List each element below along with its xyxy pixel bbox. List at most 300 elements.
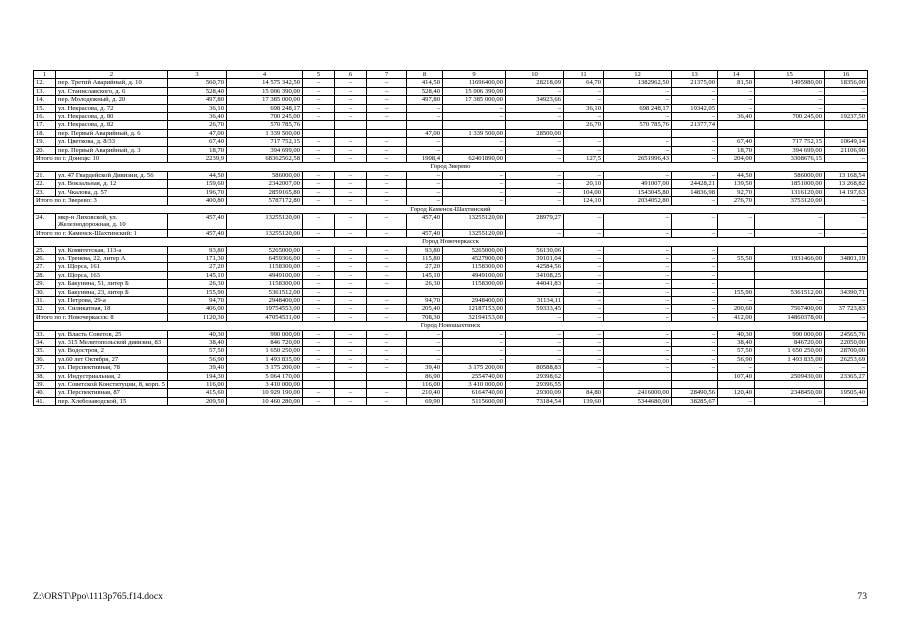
table-cell: – bbox=[604, 313, 672, 321]
table-cell: – bbox=[604, 254, 672, 262]
table-cell: – bbox=[443, 104, 506, 112]
table-cell: – bbox=[672, 339, 718, 347]
table-cell: – bbox=[443, 339, 506, 347]
table-row bbox=[34, 280, 868, 288]
table-cell: – bbox=[825, 364, 868, 372]
table-cell: – bbox=[335, 288, 367, 296]
table-cell: 2034052,80 bbox=[604, 197, 672, 205]
table-cell: 5115600,00 bbox=[443, 397, 506, 405]
table-cell: 19342,05 bbox=[672, 104, 718, 112]
table-cell: – bbox=[564, 355, 604, 363]
table-cell: 457,40 bbox=[407, 229, 443, 237]
city-name: Город Каменск-Шахтинский bbox=[34, 205, 868, 213]
address-cell: ул. Некрасова, д. 82 bbox=[56, 121, 168, 129]
table-row bbox=[34, 397, 868, 405]
table-cell: – bbox=[443, 188, 506, 196]
table-cell bbox=[825, 121, 868, 129]
table-cell: – bbox=[604, 263, 672, 271]
address-cell: ул.60 лет Октября, 27 bbox=[56, 355, 168, 363]
table-cell: 586000,00 bbox=[227, 171, 303, 179]
column-number-header: 12 bbox=[604, 71, 672, 79]
table-cell: 1158300,00 bbox=[443, 280, 506, 288]
table-cell: – bbox=[672, 96, 718, 104]
table-cell: 1 339 500,00 bbox=[227, 129, 303, 137]
table-cell: – bbox=[604, 271, 672, 279]
table-cell: 570 785,76 bbox=[227, 121, 303, 129]
table-cell: 1 650 250,00 bbox=[755, 347, 825, 355]
table-cell: 31134,11 bbox=[506, 296, 564, 304]
table-cell: 139,60 bbox=[564, 397, 604, 405]
table-cell: 34801,19 bbox=[825, 254, 868, 262]
table-cell: – bbox=[367, 347, 407, 355]
table-cell: 18,70 bbox=[718, 146, 755, 154]
row-number: 21. bbox=[34, 171, 56, 179]
table-cell: – bbox=[335, 271, 367, 279]
table-cell: 27,20 bbox=[407, 263, 443, 271]
table-cell: – bbox=[367, 339, 407, 347]
table-cell: 1158300,00 bbox=[443, 263, 506, 271]
table-cell bbox=[718, 280, 755, 288]
table-cell: – bbox=[672, 280, 718, 288]
table-cell: 93,80 bbox=[168, 246, 227, 254]
table-cell: – bbox=[335, 146, 367, 154]
table-cell bbox=[335, 129, 367, 137]
table-cell: – bbox=[303, 155, 335, 163]
table-cell: 698 248,17 bbox=[604, 104, 672, 112]
table-cell: 124,10 bbox=[564, 197, 604, 205]
table-cell: – bbox=[825, 87, 868, 95]
table-cell: – bbox=[506, 87, 564, 95]
table-cell bbox=[755, 129, 825, 137]
city-section-row bbox=[34, 163, 868, 171]
table-cell: – bbox=[335, 313, 367, 321]
table-cell: – bbox=[718, 229, 755, 237]
table-cell: 1495980,00 bbox=[755, 79, 825, 87]
table-cell: 1 493 835,00 bbox=[755, 355, 825, 363]
table-cell bbox=[825, 280, 868, 288]
table-header-row bbox=[34, 71, 868, 79]
table-cell: 84,80 bbox=[564, 389, 604, 397]
table-cell: – bbox=[367, 246, 407, 254]
table-cell: – bbox=[335, 104, 367, 112]
table-cell: – bbox=[672, 87, 718, 95]
table-row bbox=[34, 79, 868, 87]
table-cell: 3 175 200,00 bbox=[227, 364, 303, 372]
table-cell: 5265000,00 bbox=[443, 246, 506, 254]
table-row bbox=[34, 188, 868, 196]
table-cell: – bbox=[303, 280, 335, 288]
table-cell bbox=[303, 121, 335, 129]
table-cell: 205,40 bbox=[407, 305, 443, 313]
table-cell: 14 575 342,50 bbox=[227, 79, 303, 87]
subtotal-label: Итого по г. Зверево: 3 bbox=[34, 197, 168, 205]
table-cell: 6459366,00 bbox=[227, 254, 303, 262]
table-cell: – bbox=[367, 389, 407, 397]
table-cell: – bbox=[335, 305, 367, 313]
table-row bbox=[34, 347, 868, 355]
table-cell: 171,30 bbox=[168, 254, 227, 262]
table-cell: 36,40 bbox=[168, 113, 227, 121]
table-cell: 717 752,15 bbox=[227, 138, 303, 146]
table-cell: 22050,00 bbox=[825, 339, 868, 347]
table-cell: – bbox=[367, 180, 407, 188]
table-cell: – bbox=[825, 197, 868, 205]
table-cell: 86,90 bbox=[407, 372, 443, 380]
table-cell: – bbox=[506, 339, 564, 347]
table-row bbox=[34, 104, 868, 112]
table-cell: 1158300,00 bbox=[227, 263, 303, 271]
table-cell: – bbox=[506, 330, 564, 338]
table-cell bbox=[755, 280, 825, 288]
row-number: 30. bbox=[34, 288, 56, 296]
table-cell: 24565,76 bbox=[825, 330, 868, 338]
row-number: 13. bbox=[34, 87, 56, 95]
table-cell bbox=[443, 288, 506, 296]
table-cell: – bbox=[407, 330, 443, 338]
column-number-header: 13 bbox=[672, 71, 718, 79]
table-cell bbox=[825, 263, 868, 271]
table-cell: 39101,04 bbox=[506, 254, 564, 262]
table-cell: 3753120,00 bbox=[755, 197, 825, 205]
table-cell bbox=[506, 121, 564, 129]
row-number: 19. bbox=[34, 138, 56, 146]
row-number: 35. bbox=[34, 347, 56, 355]
table-cell: 29396,55 bbox=[506, 381, 564, 389]
table-cell: 10 460 280,00 bbox=[227, 397, 303, 405]
table-cell: – bbox=[367, 146, 407, 154]
table-cell: – bbox=[443, 180, 506, 188]
table-cell: – bbox=[407, 146, 443, 154]
table-cell: – bbox=[367, 271, 407, 279]
table-cell: 26,30 bbox=[168, 280, 227, 288]
table-cell: 4949100,00 bbox=[443, 271, 506, 279]
subtotal-label: Итого по г. Донецк: 10 bbox=[34, 155, 168, 163]
table-cell: 2348450,00 bbox=[755, 389, 825, 397]
table-cell: – bbox=[367, 96, 407, 104]
table-cell: 717 752,15 bbox=[755, 138, 825, 146]
table-cell: 59333,45 bbox=[506, 305, 564, 313]
table-cell bbox=[335, 372, 367, 380]
table-cell: 47054531,00 bbox=[227, 313, 303, 321]
subtotal-label: Итого по г. Каменск-Шахтинский: 1 bbox=[34, 229, 168, 237]
table-cell: – bbox=[367, 254, 407, 262]
table-cell: 5344680,00 bbox=[604, 397, 672, 405]
table-cell: 5361512,00 bbox=[755, 288, 825, 296]
row-number: 36. bbox=[34, 355, 56, 363]
table-cell: 36,10 bbox=[168, 104, 227, 112]
table-cell: – bbox=[672, 155, 718, 163]
address-cell: ул. Силикатная, 18 bbox=[56, 305, 168, 313]
table-cell: – bbox=[303, 79, 335, 87]
table-cell: 38,40 bbox=[168, 339, 227, 347]
table-cell: 38285,67 bbox=[672, 397, 718, 405]
table-cell: – bbox=[303, 188, 335, 196]
table-cell: 700 245,00 bbox=[227, 113, 303, 121]
table-cell bbox=[564, 381, 604, 389]
table-cell: 55,50 bbox=[718, 254, 755, 262]
table-cell: – bbox=[755, 104, 825, 112]
table-cell: – bbox=[672, 171, 718, 179]
table-cell: 116,00 bbox=[168, 381, 227, 389]
column-number-header: 5 bbox=[303, 71, 335, 79]
table-cell: 29300,09 bbox=[506, 389, 564, 397]
housing-data-table bbox=[33, 70, 868, 406]
table-cell: 18356,00 bbox=[825, 79, 868, 87]
table-cell: – bbox=[672, 146, 718, 154]
address-cell: ул. 315 Мелитопольской дивизии, 83 bbox=[56, 339, 168, 347]
table-row bbox=[34, 171, 868, 179]
table-cell: – bbox=[718, 87, 755, 95]
table-cell bbox=[825, 271, 868, 279]
column-number-header: 6 bbox=[335, 71, 367, 79]
subtotal-label: Итого по г. Новочеркасск: 8 bbox=[34, 313, 168, 321]
table-cell: 1158300,00 bbox=[227, 280, 303, 288]
address-cell: ул. Петрова, 29-а bbox=[56, 296, 168, 304]
address-cell: ул. Некрасова, д. 72 bbox=[56, 104, 168, 112]
table-cell: 990 000,00 bbox=[227, 330, 303, 338]
table-cell: 5265000,00 bbox=[227, 246, 303, 254]
table-cell: – bbox=[367, 155, 407, 163]
table-cell: 6164740,00 bbox=[443, 389, 506, 397]
address-cell: ул. Вокзальная, д. 12 bbox=[56, 180, 168, 188]
table-row bbox=[34, 288, 868, 296]
table-cell: – bbox=[672, 246, 718, 254]
table-cell: – bbox=[718, 213, 755, 229]
table-cell: 28218,09 bbox=[506, 79, 564, 87]
table-cell: 708,30 bbox=[407, 313, 443, 321]
table-cell: – bbox=[367, 364, 407, 372]
table-cell: 528,40 bbox=[168, 87, 227, 95]
table-cell: 56130,06 bbox=[506, 246, 564, 254]
table-cell: – bbox=[604, 113, 672, 121]
table-cell: – bbox=[303, 113, 335, 121]
table-cell: – bbox=[506, 104, 564, 112]
table-cell: – bbox=[604, 280, 672, 288]
table-cell: – bbox=[303, 263, 335, 271]
table-cell: 14836,98 bbox=[672, 188, 718, 196]
table-cell: – bbox=[564, 96, 604, 104]
table-cell: 47,00 bbox=[407, 129, 443, 137]
table-row bbox=[34, 96, 868, 104]
table-cell bbox=[367, 381, 407, 389]
table-cell: 528,40 bbox=[407, 87, 443, 95]
table-cell: 94,70 bbox=[407, 296, 443, 304]
row-number: 16. bbox=[34, 113, 56, 121]
table-row bbox=[34, 364, 868, 372]
table-cell: – bbox=[303, 171, 335, 179]
table-cell bbox=[672, 381, 718, 389]
table-cell: 57,50 bbox=[718, 347, 755, 355]
table-cell: 990 000,00 bbox=[755, 330, 825, 338]
footer-page-number: 73 bbox=[857, 591, 867, 602]
table-cell: – bbox=[303, 296, 335, 304]
table-cell: – bbox=[564, 87, 604, 95]
table-cell: 560,70 bbox=[168, 79, 227, 87]
table-cell: – bbox=[755, 296, 825, 304]
table-cell: – bbox=[718, 104, 755, 112]
table-cell: – bbox=[564, 347, 604, 355]
table-cell: 17 385 000,00 bbox=[443, 96, 506, 104]
table-row bbox=[34, 246, 868, 254]
table-cell: – bbox=[335, 87, 367, 95]
table-cell bbox=[718, 246, 755, 254]
table-cell: 116,00 bbox=[407, 381, 443, 389]
table-cell: 457,40 bbox=[168, 229, 227, 237]
row-number: 34. bbox=[34, 339, 56, 347]
table-cell: – bbox=[335, 197, 367, 205]
table-cell bbox=[407, 288, 443, 296]
table-cell: – bbox=[718, 96, 755, 104]
address-cell: ул. Власть Советов, 25 bbox=[56, 330, 168, 338]
table-cell: – bbox=[604, 138, 672, 146]
row-number: 12. bbox=[34, 79, 56, 87]
table-cell: – bbox=[564, 364, 604, 372]
table-cell: 10649,14 bbox=[825, 138, 868, 146]
table-cell: – bbox=[672, 138, 718, 146]
table-cell: – bbox=[564, 313, 604, 321]
table-cell: 37 723,83 bbox=[825, 305, 868, 313]
table-cell: 26,70 bbox=[564, 121, 604, 129]
table-cell: 68362562,58 bbox=[227, 155, 303, 163]
table-cell: – bbox=[407, 104, 443, 112]
table-cell: – bbox=[672, 330, 718, 338]
table-cell bbox=[506, 288, 564, 296]
table-cell: – bbox=[335, 113, 367, 121]
table-cell: – bbox=[303, 180, 335, 188]
table-row bbox=[34, 180, 868, 188]
table-cell: – bbox=[672, 347, 718, 355]
table-cell: 21375,00 bbox=[672, 79, 718, 87]
table-cell bbox=[335, 121, 367, 129]
table-cell: – bbox=[604, 296, 672, 304]
table-cell: 497,80 bbox=[168, 96, 227, 104]
table-cell: 92,70 bbox=[718, 188, 755, 196]
table-cell bbox=[672, 129, 718, 137]
table-cell: – bbox=[564, 146, 604, 154]
table-cell: 2509430,00 bbox=[755, 372, 825, 380]
table-cell: 29398,62 bbox=[506, 372, 564, 380]
row-number: 32. bbox=[34, 305, 56, 313]
table-cell: 19754553,00 bbox=[227, 305, 303, 313]
address-cell: ул. Тренева, 22, литер А bbox=[56, 254, 168, 262]
table-cell: – bbox=[506, 355, 564, 363]
table-cell: 40,30 bbox=[168, 330, 227, 338]
table-cell: 67,40 bbox=[718, 138, 755, 146]
table-cell: 394 699,00 bbox=[227, 146, 303, 154]
table-row bbox=[34, 355, 868, 363]
table-cell: – bbox=[303, 96, 335, 104]
table-cell: – bbox=[335, 171, 367, 179]
table-cell bbox=[335, 381, 367, 389]
row-number: 22. bbox=[34, 180, 56, 188]
table-cell: 127,5 bbox=[564, 155, 604, 163]
table-cell: – bbox=[604, 347, 672, 355]
table-cell bbox=[672, 372, 718, 380]
table-cell bbox=[367, 288, 407, 296]
table-cell: – bbox=[755, 213, 825, 229]
table-cell bbox=[564, 129, 604, 137]
table-row bbox=[34, 330, 868, 338]
table-row bbox=[34, 372, 868, 380]
table-cell: – bbox=[604, 364, 672, 372]
table-cell: 44041,83 bbox=[506, 280, 564, 288]
table-cell: 846720,00 bbox=[755, 339, 825, 347]
table-cell: – bbox=[303, 104, 335, 112]
row-number: 26. bbox=[34, 254, 56, 262]
table-cell: 1851000,00 bbox=[755, 180, 825, 188]
table-cell: 19237,50 bbox=[825, 113, 868, 121]
table-cell: 26253,69 bbox=[825, 355, 868, 363]
table-row bbox=[34, 146, 868, 154]
table-cell: 155,90 bbox=[718, 288, 755, 296]
row-number: 40. bbox=[34, 389, 56, 397]
table-cell: – bbox=[367, 296, 407, 304]
table-cell: – bbox=[564, 113, 604, 121]
table-cell: – bbox=[367, 188, 407, 196]
table-cell: – bbox=[303, 330, 335, 338]
address-cell: ул. Станиславского, д. 6 bbox=[56, 87, 168, 95]
table-cell: – bbox=[335, 229, 367, 237]
table-cell: – bbox=[604, 96, 672, 104]
table-cell: 1908,4 bbox=[407, 155, 443, 163]
table-cell: – bbox=[303, 87, 335, 95]
table-cell: 28500,00 bbox=[506, 129, 564, 137]
table-cell: – bbox=[407, 113, 443, 121]
table-cell: – bbox=[303, 213, 335, 229]
table-cell bbox=[604, 381, 672, 389]
table-cell: – bbox=[672, 197, 718, 205]
table-row bbox=[34, 87, 868, 95]
table-cell: – bbox=[303, 313, 335, 321]
row-number: 31. bbox=[34, 296, 56, 304]
column-number-header: 10 bbox=[506, 71, 564, 79]
table-cell: – bbox=[407, 188, 443, 196]
table-cell: – bbox=[672, 305, 718, 313]
address-cell: ул. Перспективная, 87 bbox=[56, 389, 168, 397]
table-cell: – bbox=[407, 197, 443, 205]
table-cell: – bbox=[604, 87, 672, 95]
table-cell: 457,40 bbox=[407, 213, 443, 229]
table-cell: – bbox=[825, 213, 868, 229]
table-cell: 11696400,00 bbox=[443, 79, 506, 87]
subtotal-row bbox=[34, 313, 868, 321]
table-cell bbox=[303, 381, 335, 389]
table-cell: – bbox=[825, 155, 868, 163]
table-cell: – bbox=[367, 113, 407, 121]
table-cell: – bbox=[367, 280, 407, 288]
table-cell: – bbox=[672, 254, 718, 262]
table-cell: – bbox=[506, 313, 564, 321]
city-section-row bbox=[34, 238, 868, 246]
table-cell: – bbox=[564, 254, 604, 262]
address-cell: ул. Щорса, 161 bbox=[56, 263, 168, 271]
address-cell: пер. Хлебозаводской, 15 bbox=[56, 397, 168, 405]
table-cell: 155,90 bbox=[168, 288, 227, 296]
table-cell: 5787172,80 bbox=[227, 197, 303, 205]
table-cell: 69,90 bbox=[407, 397, 443, 405]
table-cell: – bbox=[443, 197, 506, 205]
table-cell: 18,70 bbox=[168, 146, 227, 154]
table-cell: – bbox=[303, 229, 335, 237]
table-row bbox=[34, 263, 868, 271]
table-cell: – bbox=[303, 339, 335, 347]
table-cell: 2416000,00 bbox=[604, 389, 672, 397]
table-cell bbox=[407, 121, 443, 129]
address-cell: пер. Первый Аварийный, д. 3 bbox=[56, 146, 168, 154]
row-number: 38. bbox=[34, 372, 56, 380]
table-cell: – bbox=[564, 280, 604, 288]
table-cell: 47,00 bbox=[168, 129, 227, 137]
